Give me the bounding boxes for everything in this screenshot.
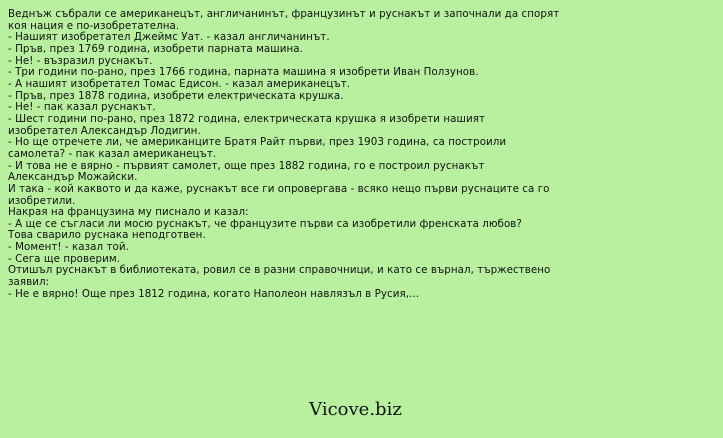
joke-line: Накрая на французина му писнало и казал: — [8, 206, 249, 219]
joke-line: - И това не е вярно - първият самолет, още през 1882 година, го е построил руснакът — [8, 159, 485, 172]
joke-line: изобретател Александър Лодигин. — [8, 124, 201, 137]
joke-line: - Сега ще проверим. — [8, 252, 121, 265]
joke-line: Александър Можайски. — [8, 171, 138, 184]
joke-line: заявил: — [8, 276, 50, 289]
joke-line: Това сварило руснака неподготвен. — [8, 229, 206, 242]
joke-line: - Момент! - казал той. — [8, 241, 129, 254]
site-watermark: Vicove.biz — [309, 399, 402, 420]
joke-line: - Но ще отречете ли, че американците Братя Райт първи, през 1903 година, са построили — [8, 136, 507, 149]
joke-line: - Не е вярно! Още през 1812 година, когато Наполеон навлязъл в Русия,... — [8, 287, 420, 300]
joke-line: - Нашият изобретател Джеймс Уат. - казал англичанинът. — [8, 31, 330, 44]
joke-line: - Шест години по-рано, през 1872 година, електрическата крушка я изобрети нашият — [8, 112, 486, 125]
joke-line: - Не! - възразил руснакът. — [8, 54, 153, 67]
joke-line: Отишъл руснакът в библиотеката, ровил се в разни справочници, и като се върнал, тържествено — [8, 264, 551, 277]
joke-line: - А ще се съгласи ли мосю руснакът, че французите първи са изобретили френската любов? — [8, 217, 522, 230]
joke-line: изобретили. — [8, 194, 76, 207]
joke-line: - Пръв, през 1878 година, изобрети електрическата крушка. — [8, 89, 344, 102]
joke-line: - Пръв, през 1769 година, изобрети парната машина. — [8, 42, 303, 55]
joke-line: коя нация е по-изобретателна. — [8, 19, 180, 32]
joke-line: самолета? - пак казал американецът. — [8, 147, 217, 160]
joke-line: Веднъж събрали се американецът, англичанинът, французинът и руснакът и започнали да спорят — [8, 8, 560, 20]
joke-text — [8, 9, 708, 300]
joke-line: И така - кой каквото и да каже, руснакът все ги опровергава - всяко нещо първи руснаците са го — [8, 182, 550, 195]
joke-line: - Не! - пак казал руснакът. — [8, 101, 156, 114]
joke-line: - Три години по-рано, през 1766 година, парната машина я изобрети Иван Ползунов. — [8, 66, 479, 79]
joke-line: - А нашият изобретател Томас Едисон. - казал американецът. — [8, 77, 351, 90]
